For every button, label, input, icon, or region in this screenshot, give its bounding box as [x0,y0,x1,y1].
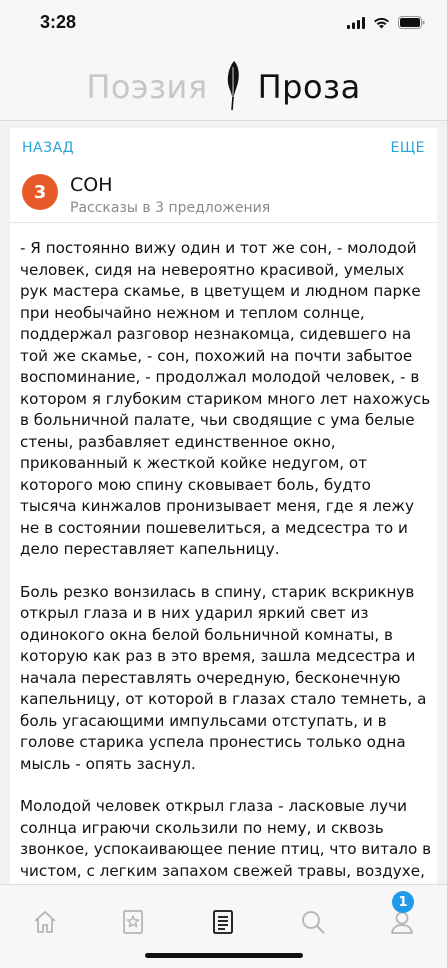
story-card [10,128,437,888]
logo [86,59,360,115]
story-text [20,238,432,925]
card-nav [10,140,437,160]
status-bar [0,0,447,48]
document-icon [210,909,236,939]
more-button[interactable]: ЕЩЕ [390,140,425,156]
app-header [0,48,447,120]
status-time: 3:28 [40,12,77,32]
quill-icon [224,59,242,115]
tab-favorites[interactable] [118,909,148,939]
user-icon [389,909,415,939]
star-bookmark-icon [120,909,146,939]
notification-badge: 1 [392,891,414,913]
tab-home[interactable] [30,909,60,939]
logo-prose[interactable]: Проза [257,68,361,106]
status-icons [347,14,425,32]
search-icon [300,909,326,939]
wifi-icon [373,14,390,33]
home-indicator[interactable] [145,953,303,958]
story-number-badge: 3 [22,174,58,210]
story-paragraph: Молодой человек открыл глаза - ласковые лучи солнца играючи скользили по нему, и сквозь звонкое, успокаивающее пение птиц, что витало в чистом, с легким запахом свежей травы, воздухе, [20,797,432,880]
home-icon [32,909,58,939]
divider [10,222,437,223]
story-paragraph: - Я постоянно вижу один и тот же сон, - молодой человек, сидя на невероятно красивой, умелых рук мастера скамье, в цветущем и людном парке при необычайно нежном и теплом солнце, поддержал разговор незнакомца, сидевшего на той же скамье, - сон, похожий на почти забытое воспоминание, - продолжал молодой человек, - в котором я глубоким стариком много лет нахожусь в больничной палате, чьи сводящие с ума белые стены, разбавляет единственное окно, прикованный к жесткой койке недугом, от которого мою спину сковывает боль, будто тысяча кинжалов пронизывает меня, где я лежу не в состоянии пошевелиться, а медсестра то и дело переставляет капельницу. [20,239,431,558]
tab-search[interactable] [298,909,328,939]
logo-poetry[interactable]: Поэзия [86,68,208,106]
tab-profile[interactable] [387,909,417,939]
back-button[interactable]: НАЗАД [22,140,75,156]
signal-icon [347,14,365,33]
battery-icon [398,14,425,33]
header-divider [0,120,447,121]
story-subtitle[interactable]: Рассказы в 3 предложения [70,200,271,216]
tab-reading[interactable] [208,909,238,939]
story-paragraph: Боль резко вонзилась в спину, старик вскрикнув открыл глаза и в них ударил яркий свет из одинокого окна белой больничной комнаты, в которую как раз в это время, зашла медсестра и начала переставлять очередную, бесконечную капельницу, от которой в глазах стало темнеть, а боль угасающими импульсами отступать, и в голове старика успела пронестись только одна мысль - опять заснул. [20,582,427,773]
story-title: СОН [70,174,113,196]
